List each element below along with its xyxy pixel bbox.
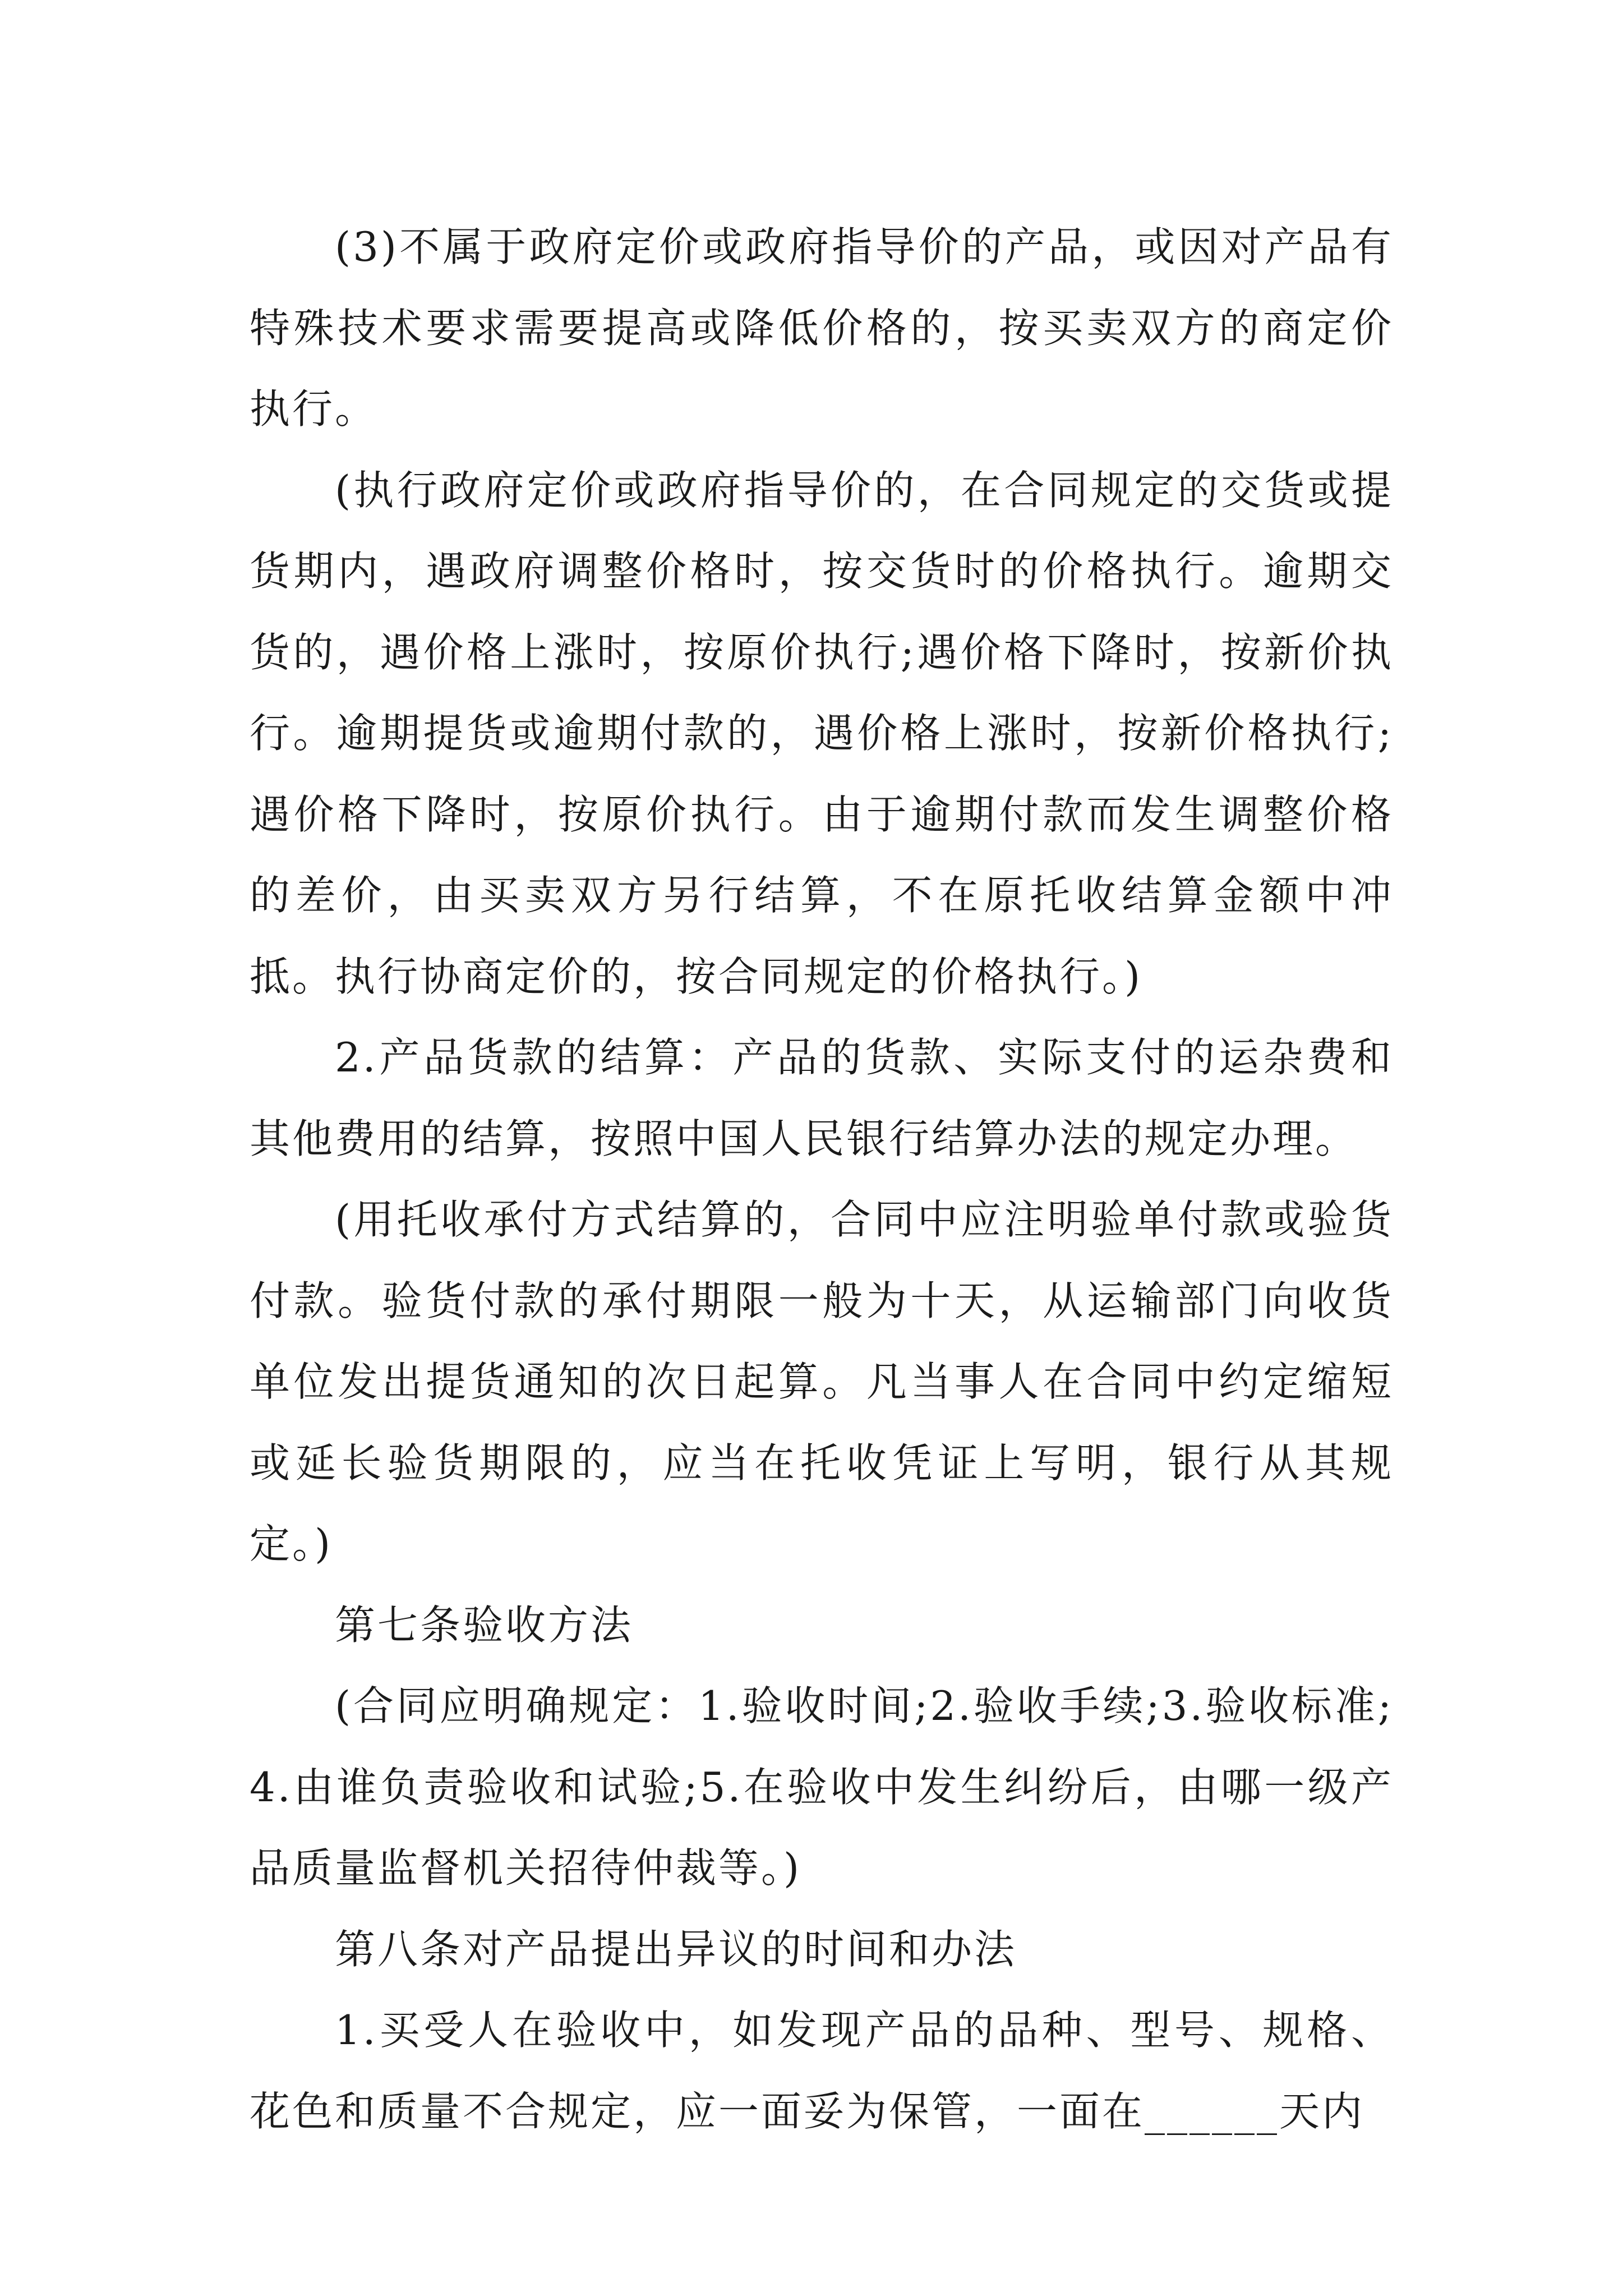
- article-8-heading: 第八条对产品提出异议的时间和办法: [335, 1925, 1017, 1973]
- paragraph-price-adjustment-note: (执行政府定价或政府指导价的，在合同规定的交货或提货期内，遇政府调整价格时，按交货时的价格执行。逾期交货的，遇价格上涨时，按原价执行;遇价格下降时，按新价执行。逾期提货或逾期付款的，遇价格上涨时，按新价格执行;遇价格下降时，按原价执行。由于逾期付款而发生调整价格的差价，由买卖双方另行结算，不在原托收结算金额中冲抵。执行协商定价的，按合同规定的价格执行。): [250, 466, 1394, 1000]
- article-7-heading: 第七条验收方法: [335, 1601, 634, 1649]
- document-body: [250, 206, 1394, 2152]
- paragraph-payment-settlement: 2.产品货款的结算：产品的货款、实际支付的运杂费和其他费用的结算，按照中国人民银行结算办法的规定办理。: [250, 1034, 1394, 1162]
- paragraph-objection-clause: 1.买受人在验收中，如发现产品的品种、型号、规格、花色和质量不合规定，应一面妥为保管，一面在______天内: [250, 2007, 1394, 2135]
- paragraph-price-negotiated: (3)不属于政府定价或政府指导价的产品，或因对产品有特殊技术要求需要提高或降低价格的，按买卖双方的商定价执行。: [250, 223, 1394, 432]
- paragraph-acceptance-note: (合同应明确规定：1.验收时间;2.验收手续;3.验收标准;4.由谁负责验收和试验;5.在验收中发生纠纷后，由哪一级产品质量监督机关招待仲裁等。): [250, 1682, 1394, 1892]
- paragraph-collection-note: (用托收承付方式结算的，合同中应注明验单付款或验货付款。验货付款的承付期限一般为十天，从运输部门向收货单位发出提货通知的次日起算。凡当事人在合同中约定缩短或延长验货期限的，应当在托收凭证上写明，银行从其规定。): [250, 1196, 1394, 1567]
